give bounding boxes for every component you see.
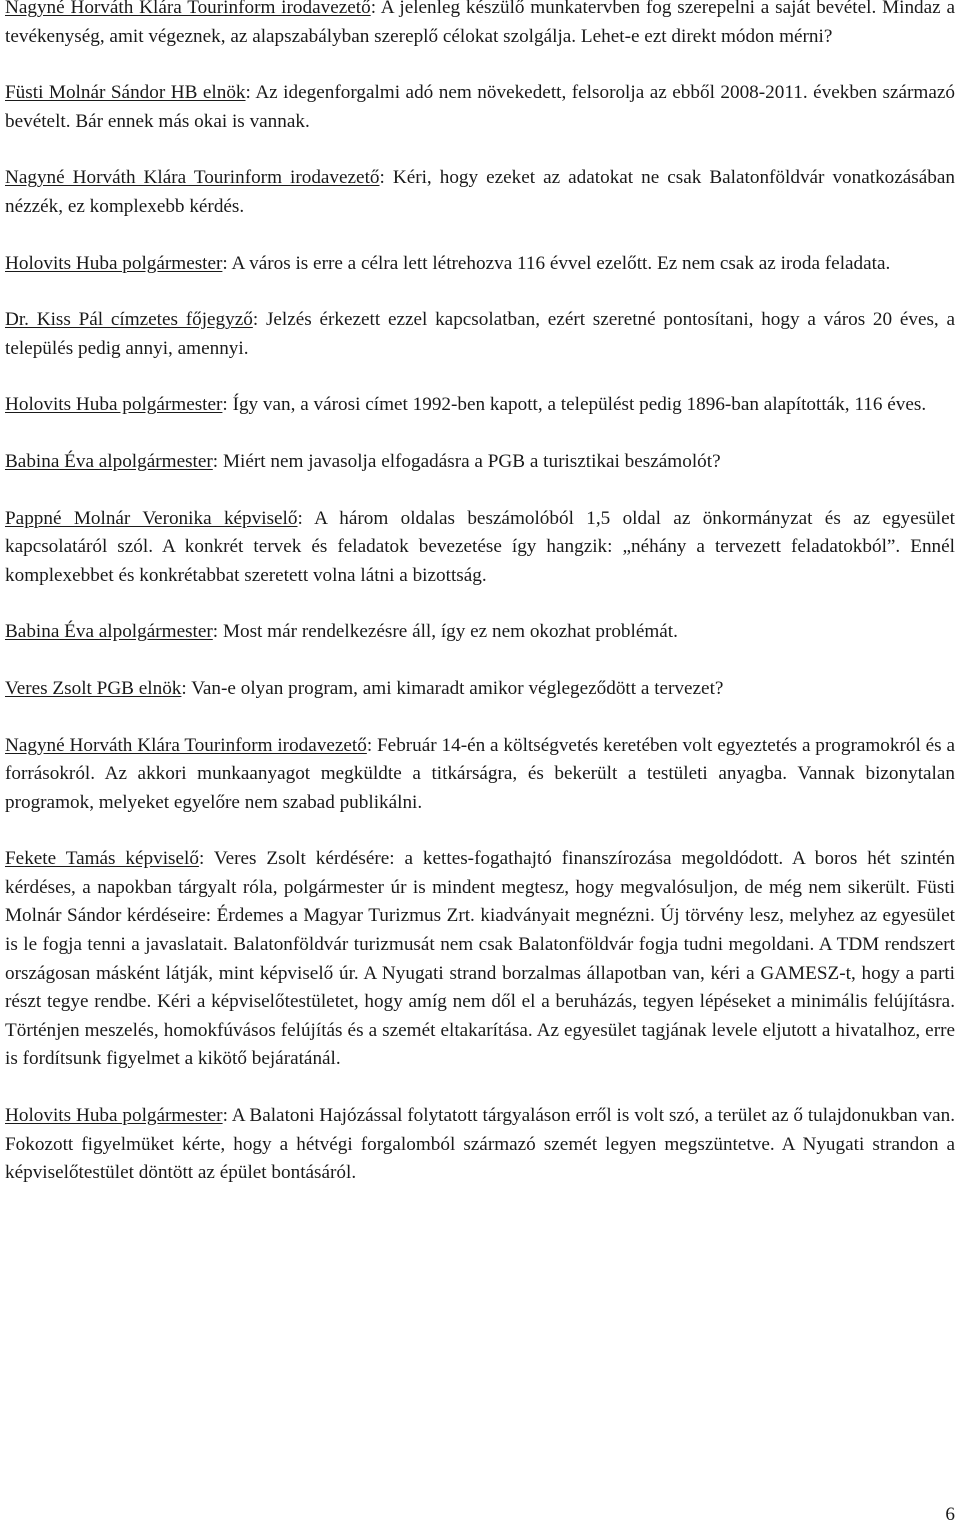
statement-text: Jelzés érkezett ezzel kapcsolatban, ezért szeretné pontosítani, hogy a város 20 éves, a település pedig annyi, amennyi.: [5, 309, 955, 359]
speaker-name: Babina Éva alpolgármester: [5, 621, 213, 643]
speaker-separator: :: [198, 848, 214, 870]
speaker-name: Nagyné Horváth Klára Tourinform irodavezető: [5, 167, 380, 189]
minutes-paragraph: [5, 448, 955, 477]
speaker-separator: :: [297, 507, 315, 529]
statement-text: Kéri, hogy ezeket az adatokat ne csak Balatonföldvár vonatkozásában nézzék, ez komplexebb kérdés.: [5, 167, 955, 217]
statement-text: A jelenleg készülő munkatervben fog szerepelni a saját bevétel. Mindaz a tevékenység, amit végeznek, az alapszabályban szereplő célokat szolgálja. Lehet-e ezt direkt módon mérni?: [5, 0, 955, 47]
speaker-name: Veres Zsolt PGB elnök: [5, 677, 182, 699]
speaker-name: Holovits Huba polgármester: [5, 252, 223, 274]
minutes-paragraph: [5, 250, 955, 279]
statement-text: Az idegenforgalmi adó nem növekedett, felsorolja az ebből 2008-2011. években származó bevételt. Bár ennek más okai is vannak.: [5, 82, 955, 132]
speaker-name: Babina Éva alpolgármester: [5, 450, 213, 472]
speaker-name: Nagyné Horváth Klára Tourinform irodavezető: [5, 0, 371, 18]
statement-text: A város is erre a célra lett létrehozva 116 évvel ezelőtt. Ez nem csak az iroda feladata.: [231, 252, 891, 274]
speaker-name: Holovits Huba polgármester: [5, 394, 223, 416]
speaker-separator: :: [370, 0, 381, 18]
statement-text: Most már rendelkezésre áll, így ez nem okozhat problémát.: [222, 621, 678, 643]
minutes-paragraph: [5, 164, 955, 221]
page-number: 6: [945, 1504, 955, 1525]
speaker-separator: :: [181, 677, 192, 699]
speaker-separator: :: [222, 252, 232, 274]
minutes-paragraph: [5, 845, 955, 1074]
minutes-paragraph: [5, 0, 955, 51]
statement-text: Van-e olyan program, ami kimaradt amikor véglegeződött a tervezet?: [191, 677, 724, 699]
statement-text: A Balatoni Hajózással folytatott tárgyaláson erről is volt szó, a terület az ő tulajdonukban van. Fokozott figyelmüket kérte, hogy a hétvégi forgalomból származó szemét legyen megszüntetve. A Nyugati strandon a képviselőtestület döntött az épület bontásáról.: [5, 1105, 955, 1184]
minutes-paragraph: [5, 79, 955, 136]
speaker-separator: :: [252, 309, 266, 331]
speaker-separator: :: [212, 621, 223, 643]
speaker-separator: :: [222, 394, 233, 416]
speaker-name: Pappné Molnár Veronika képviselő: [5, 507, 298, 529]
minutes-paragraph: [5, 675, 955, 704]
speaker-separator: :: [212, 450, 223, 472]
speaker-name: Nagyné Horváth Klára Tourinform irodavezető: [5, 734, 367, 756]
speaker-separator: :: [245, 82, 256, 104]
speaker-name: Dr. Kiss Pál címzetes főjegyző: [5, 309, 253, 331]
statement-text: Február 14-én a költségvetés keretében volt egyeztetés a programokról és a forrásokról. Az akkori munkaanyagot megküldte a titkárságra, és bekerült a testületi anyagba. Vannak bizonytalan programok, melyeket egyelőre nem szabad publikálni.: [5, 734, 955, 813]
speaker-name: Füsti Molnár Sándor HB elnök: [5, 82, 246, 104]
minutes-paragraph: [5, 306, 955, 363]
speaker-name: Holovits Huba polgármester: [5, 1105, 223, 1127]
minutes-paragraph: [5, 505, 955, 591]
minutes-paragraph: [5, 618, 955, 647]
minutes-paragraph: [5, 1102, 955, 1188]
speaker-name: Fekete Tamás képviselő: [5, 848, 199, 870]
minutes-paragraph: [5, 391, 955, 420]
statement-text: Veres Zsolt kérdésére: a kettes-fogathajtó finanszírozása megoldódott. A boros hét szintén kérdéses, a napokban tárgyalt róla, polgármester úr is mindent megtesz, hogy megvalósuljon, de még nem sikerült. Füsti Molnár Sándor kérdéseire: Érdemes a Magyar Turizmus Zrt. kiadványait megnézni. Új törvény lesz, melyhez az egyesület is le fogja tenni a javaslatait. Balatonföldvár turizmusát nem csak Balatonföldvár fogja tudni megoldani. A TDM rendszert országosan másként látják, mint képviselő úr. A Nyugati strand borzalmas állapotban van, kéri a GAMESZ-t, hogy a parti részt tegye rendbe. Kéri a képviselőtestületet, hogy amíg nem dől el a beruházás, tegyen lépéseket a minimális felújításra. Történjen meszelés, homokfúvásos felújítás és a szemét eltakarítása. Az egyesület tagjának levele eljutott a hivatalhoz, erre is fordítsunk figyelmet a kikötő bejáratánál.: [5, 848, 956, 1070]
statement-text: Így van, a városi címet 1992-ben kapott, a települést pedig 1896-ban alapították, 116 éves.: [232, 394, 927, 416]
statement-text: A három oldalas beszámolóból 1,5 oldal az önkormányzat és az egyesület kapcsolatáról szól. A konkrét tervek és feladatok bevezetése így hangzik: „néhány a tervezett feladatokból”. Ennél komplexebbet és konkrétabbat szeretett volna látni a bizottság.: [5, 507, 955, 586]
speaker-separator: :: [222, 1105, 232, 1127]
statement-text: Miért nem javasolja elfogadásra a PGB a turisztikai beszámolót?: [222, 450, 721, 472]
speaker-separator: :: [379, 167, 393, 189]
speaker-separator: :: [366, 734, 378, 756]
minutes-paragraph: [5, 732, 955, 818]
